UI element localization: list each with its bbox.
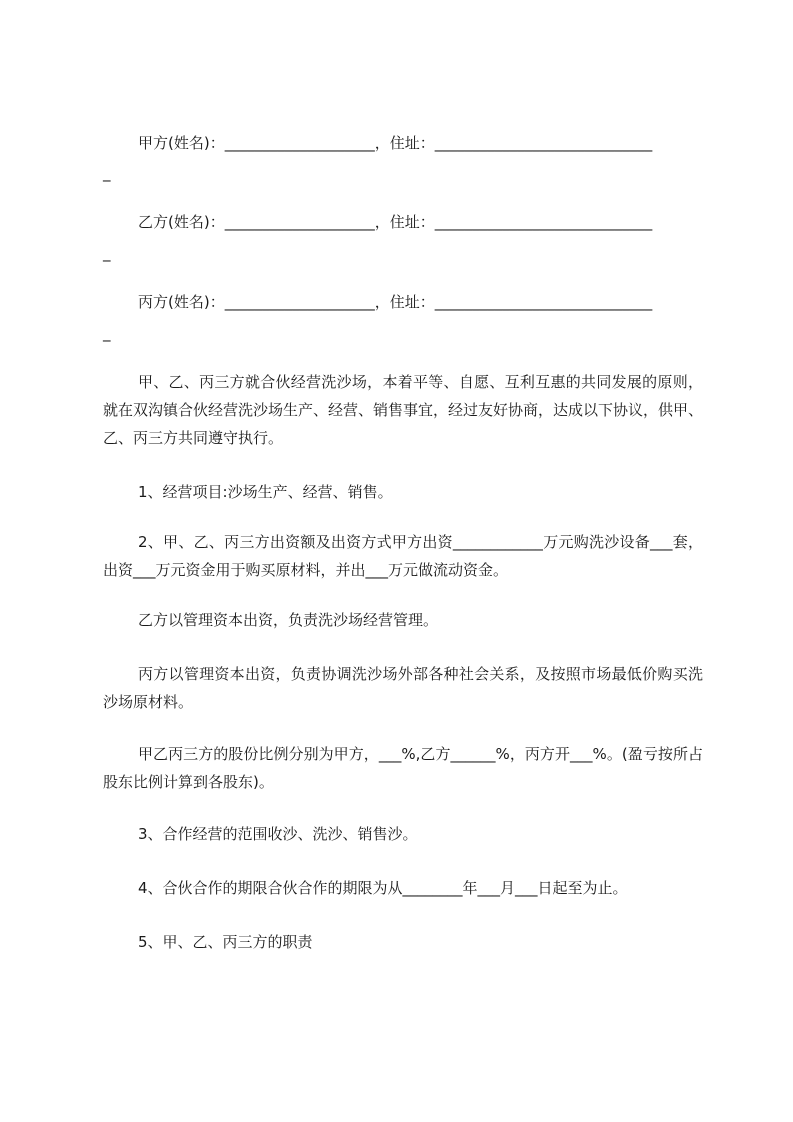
clause-2-shares: 甲乙丙三方的股份比例分别为甲方，___%,乙方______%，丙方开___%。(盈亏按所占股东比例计算到各股东)。 [103, 745, 703, 791]
clause-3: 3、合作经营的范围收沙、洗沙、销售沙。 [138, 825, 418, 843]
clause-2-party-b: 乙方以管理资本出资，负责洗沙场经营管理。 [138, 611, 439, 629]
party-b-name-blank: ____________________ [224, 213, 375, 231]
party-b-label: 乙方(姓名)： [138, 213, 225, 231]
intro-paragraph: 甲、乙、丙三方就合伙经营洗沙场，本着平等、自愿、互利互惠的共同发展的原则，就在双沟镇合伙经营洗沙场生产、经营、销售事宜，经过友好协商，达成以下协议，供甲、乙、丙三方共同遵守执行。 [103, 373, 704, 447]
party-c-tail: _ [103, 324, 111, 342]
party-b-address-label: ，住址： [374, 213, 435, 231]
party-c-name-blank: ____________________ [224, 293, 375, 311]
clause-5: 5、甲、乙、丙三方的职责 [138, 933, 313, 951]
party-a-name-blank: ____________________ [224, 134, 375, 152]
clause-4: 4、合伙合作的期限合伙合作的期限为从________年___月___日起至为止。 [138, 879, 628, 897]
party-c-address-blank: _____________________________ [434, 293, 653, 311]
party-a-address-blank: _____________________________ [434, 134, 653, 152]
party-b-line [138, 212, 703, 232]
party-a-address-label: ，住址： [374, 134, 435, 152]
party-c-address-label: ，住址： [374, 293, 435, 311]
party-a-label: 甲方(姓名)： [138, 134, 225, 152]
clause-2-party-c: 丙方以管理资本出资，负责协调洗沙场外部各种社会关系，及按照市场最低价购买洗沙场原材料。 [103, 665, 703, 711]
party-c-line [138, 292, 703, 312]
party-a-tail: _ [103, 164, 111, 182]
party-a-line [138, 133, 703, 153]
party-b-address-blank: _____________________________ [434, 213, 653, 231]
clause-1: 1、经营项目:沙场生产、经营、销售。 [138, 483, 393, 501]
party-c-label: 丙方(姓名)： [138, 293, 225, 311]
clause-2: 2、甲、乙、丙三方出资额及出资方式甲方出资____________万元购洗沙设备___套，出资___万元资金用于购买原材料，并出___万元做流动资金。 [103, 533, 703, 579]
party-b-tail: _ [103, 244, 111, 262]
